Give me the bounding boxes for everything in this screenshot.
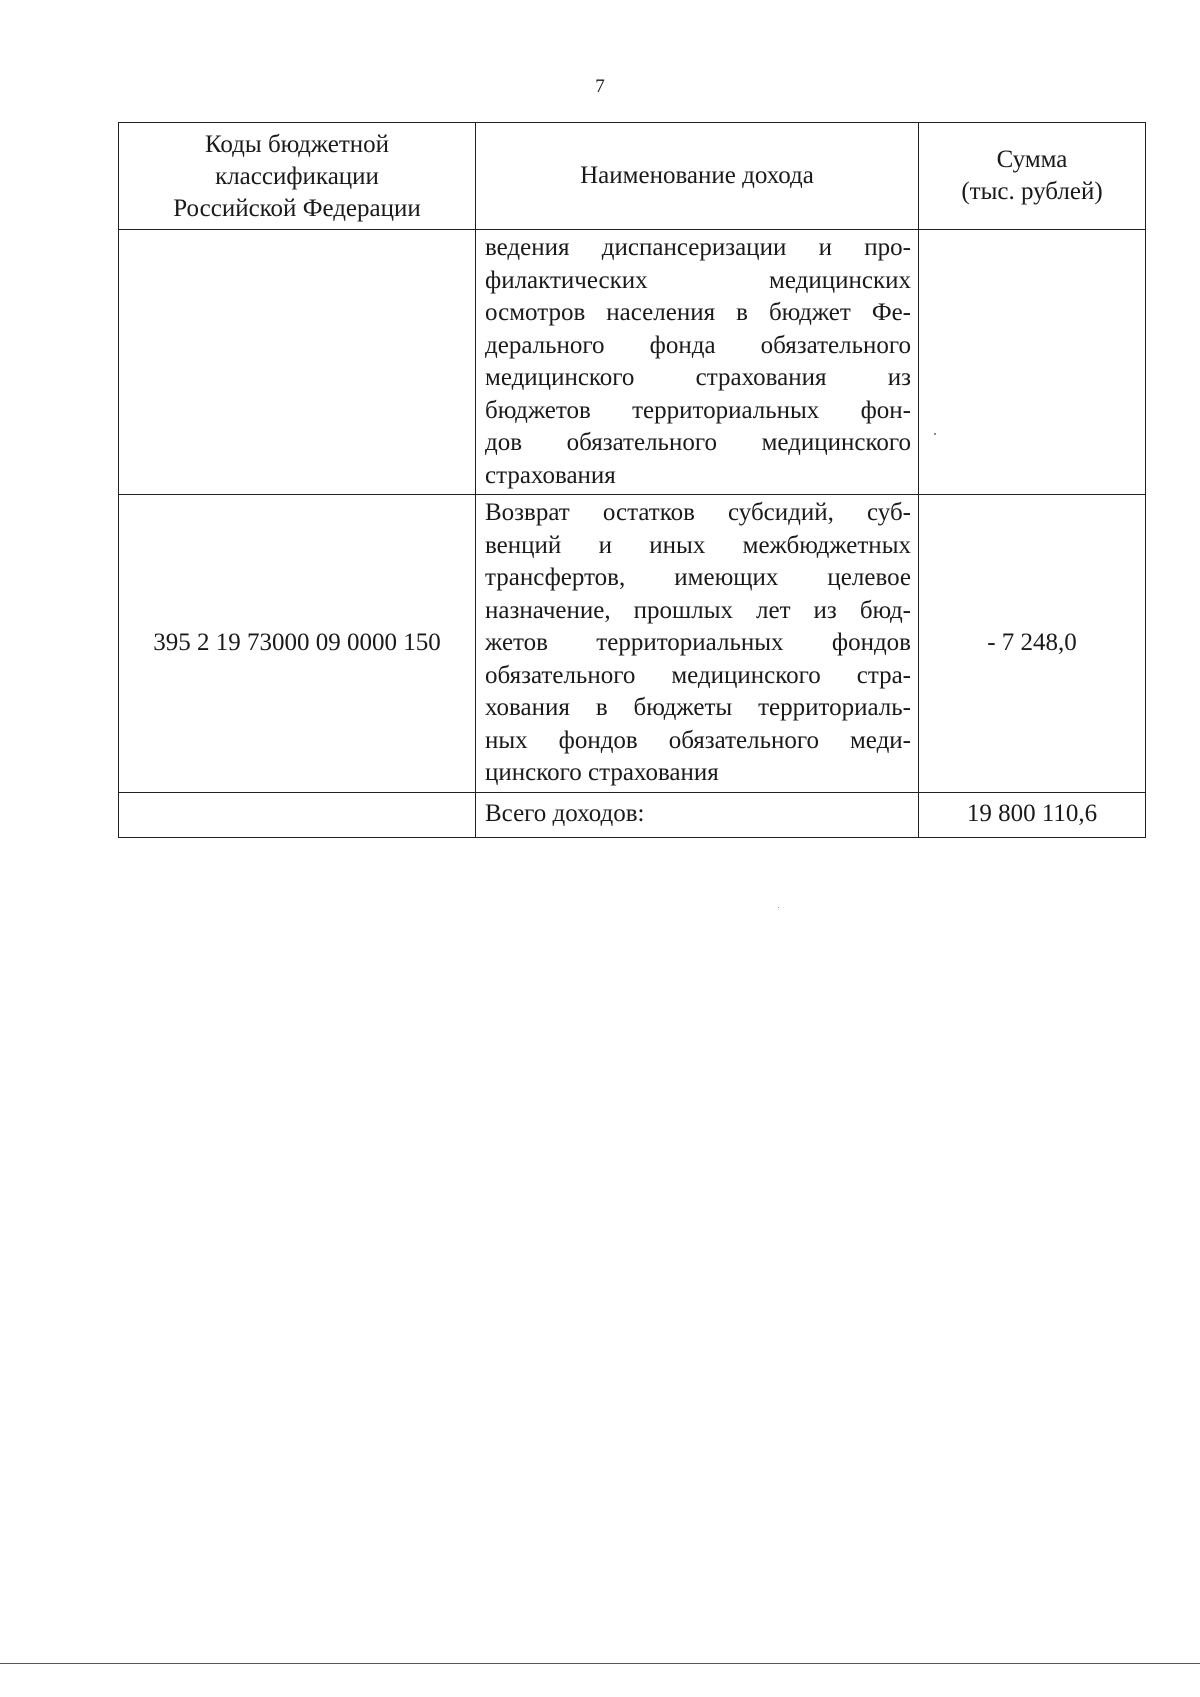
scan-speck [778, 907, 779, 908]
table-total-row [119, 792, 1146, 837]
row-code [119, 230, 476, 495]
total-label: Всего доходов: [476, 792, 919, 837]
row-name [476, 230, 919, 495]
row-name-line: ведения диспансеризации и про- [485, 234, 911, 261]
row-name [476, 495, 919, 793]
row-name-line: назначение, прошлых лет из бюд- [485, 596, 911, 624]
row-name-line: хования в бюджеты территориаль- [485, 694, 911, 721]
page-number: 7 [595, 76, 605, 97]
header-sum-line: (тыс. рублей) [961, 178, 1103, 205]
header-code-line: классификации [215, 163, 379, 190]
table-header-row [119, 123, 1146, 230]
header-code-line: Коды бюджетной [204, 131, 390, 158]
row-name-line: дов обязательного медицинского [485, 429, 911, 456]
header-code-line: Российской Федерации [173, 195, 421, 222]
scan-speck [934, 433, 936, 435]
row-name-line: страхования [485, 461, 616, 489]
row-name-line: бюджетов территориальных фон- [485, 396, 911, 424]
row-name-line: обязательного медицинского стра- [485, 661, 911, 689]
row-name-line: филактических медицинских [485, 266, 911, 294]
row-name-line: медицинского страхования из [485, 364, 911, 391]
header-sum [919, 123, 1146, 230]
row-name-line: цинского страхования [485, 759, 719, 786]
row-sum: - 7 248,0 [919, 495, 1146, 793]
total-code [119, 792, 476, 837]
header-sum-line: Сумма [996, 146, 1068, 173]
header-name [476, 123, 919, 230]
table-row [119, 495, 1146, 793]
row-code: 395 2 19 73000 09 0000 150 [119, 495, 476, 793]
row-name-line: ных фондов обязательного меди- [485, 726, 911, 754]
income-table [118, 122, 1146, 838]
total-sum: 19 800 110,6 [919, 792, 1146, 837]
row-name-line: Возврат остатков субсидий, суб- [485, 499, 911, 526]
header-code [119, 123, 476, 230]
row-name-line: трансфертов, имеющих целевое [485, 564, 911, 591]
row-name-line: осмотров населения в бюджет Фе- [485, 299, 911, 326]
scan-bottom-edge [0, 1663, 1200, 1664]
row-name-line: дерального фонда обязательного [485, 331, 911, 359]
header-name-text: Наименование дохода [580, 162, 814, 189]
table-row [119, 230, 1146, 495]
row-name-line: венций и иных межбюджетных [485, 531, 911, 559]
row-sum [919, 230, 1146, 495]
row-name-line: жетов территориальных фондов [485, 629, 911, 656]
